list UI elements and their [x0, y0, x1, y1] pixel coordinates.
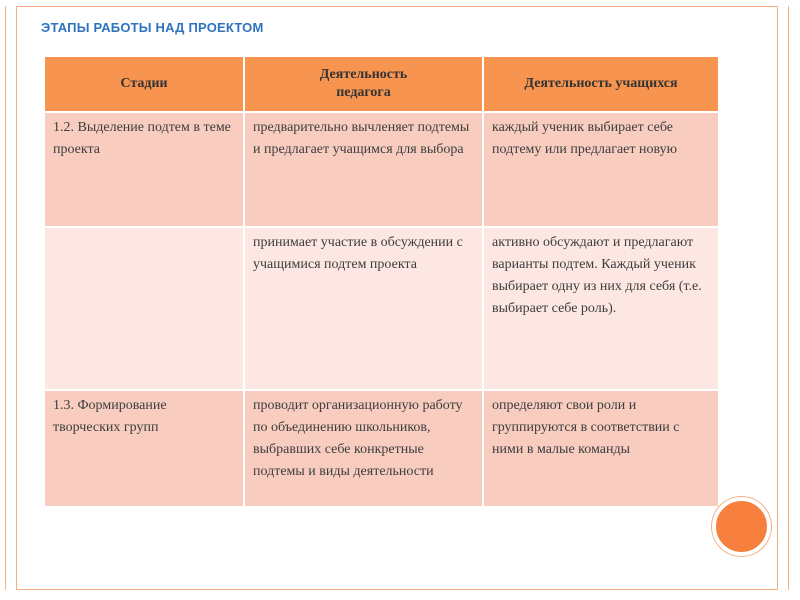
cell-stage: 1.2. Выделение подтем в теме проекта: [44, 112, 244, 227]
cell-stage: 1.3. Формирование творческих групп: [44, 390, 244, 507]
table-row: [44, 390, 719, 507]
frame-left-border: [5, 6, 17, 590]
cell-students: активно обсуждают и предлагают варианты подтем. Каждый ученик выбирает одну из них для себя (т.е. выбирает себе роль).: [483, 227, 719, 390]
cell-teacher: принимает участие в обсуждении с учащимися подтем проекта: [244, 227, 483, 390]
cell-stage: [44, 227, 244, 390]
frame-bottom-border: [17, 589, 777, 590]
header-stages: Стадии: [44, 56, 244, 112]
decorative-circle: [712, 497, 771, 556]
header-student-activity: Деятельность учащихся: [483, 56, 719, 112]
frame-right-border: [777, 6, 789, 590]
cell-students: каждый ученик выбирает себе подтему или предлагает новую: [483, 112, 719, 227]
project-stages-table: [43, 55, 718, 506]
header-teacher-activity-text: Деятельность педагога: [319, 67, 408, 100]
table-header-row: [44, 56, 719, 112]
header-teacher-activity: [244, 56, 483, 112]
table: [43, 55, 720, 508]
slide-title: ЭТАПЫ РАБОТЫ НАД ПРОЕКТОМ: [41, 20, 264, 35]
table-row: [44, 112, 719, 227]
table-row: [44, 227, 719, 390]
cell-students: определяют свои роли и группируются в соответствии с ними в малые команды: [483, 390, 719, 507]
frame-top-border: [17, 6, 777, 7]
cell-teacher: проводит организационную работу по объединению школьников, выбравших себе конкретные подтемы и виды деятельности: [244, 390, 483, 507]
cell-teacher: предварительно вычленяет подтемы и предлагает учащимся для выбора: [244, 112, 483, 227]
